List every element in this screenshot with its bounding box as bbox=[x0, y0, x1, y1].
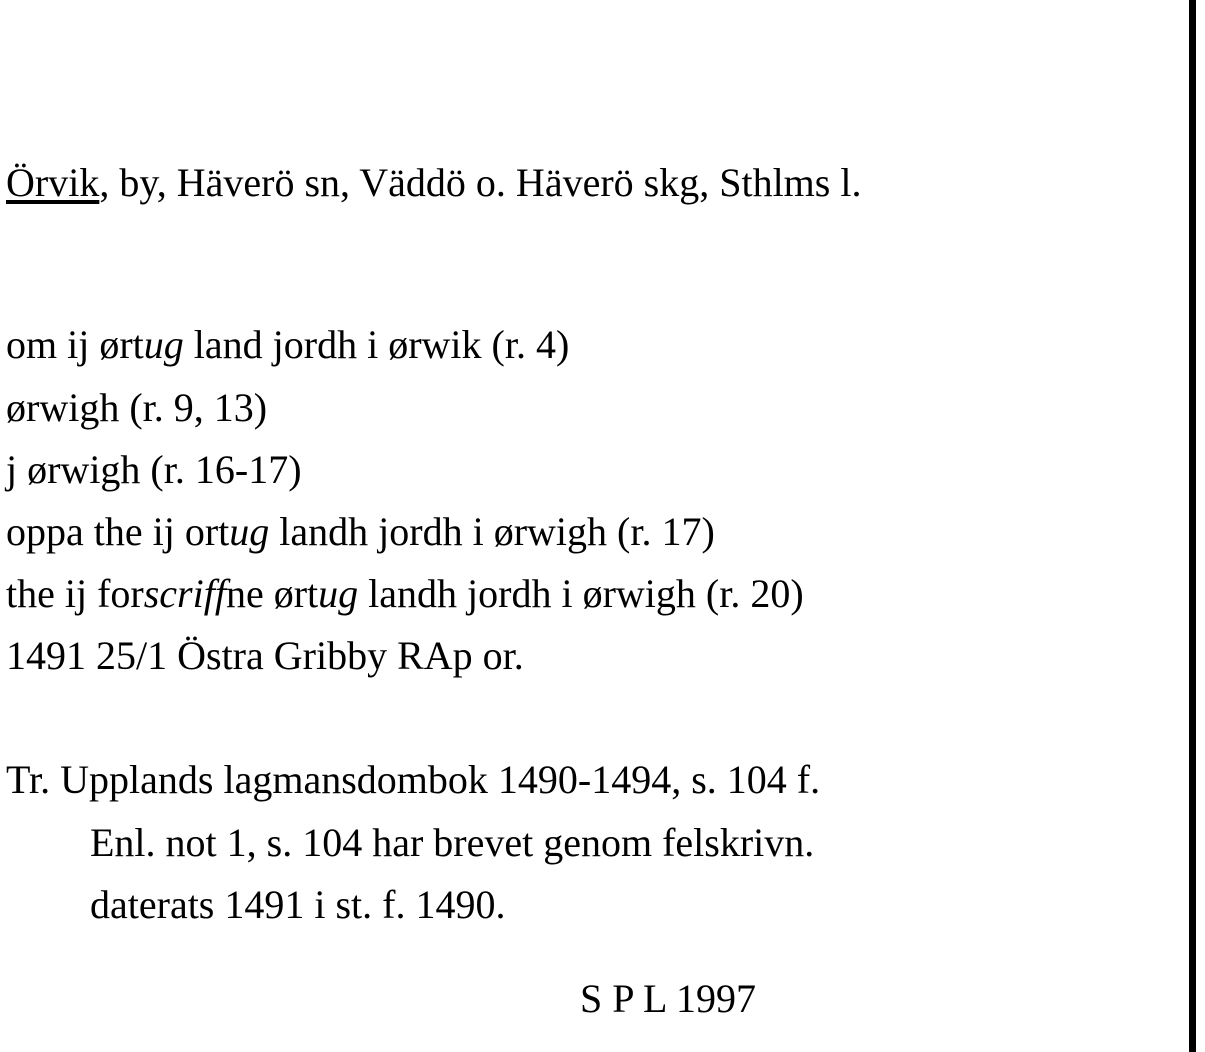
source-note-line: Enl. not 1, s. 104 har brevet genom felskrivn. bbox=[90, 820, 815, 865]
quote-segment-italic: ug bbox=[318, 571, 359, 616]
source-note-line: daterats 1491 i st. f. 1490. bbox=[90, 882, 506, 927]
quote-segment-italic: ug bbox=[143, 322, 184, 367]
quote-segment: oppa the ij ort bbox=[6, 509, 230, 554]
quote-segment: j ørwigh (r. 16-17) bbox=[6, 447, 302, 492]
source-line: Tr. Upplands lagmansdombok 1490-1494, s. 104 f. bbox=[6, 757, 821, 802]
quote-segment-italic: ug bbox=[229, 509, 270, 554]
quote-segment-italic: scriff bbox=[143, 571, 226, 616]
quote-line bbox=[6, 447, 302, 493]
quote-segment: land jordh i ørwik (r. 4) bbox=[183, 322, 570, 367]
quote-line bbox=[6, 571, 804, 617]
quote-segment: 1491 25/1 Östra Gribby RAp or. bbox=[6, 633, 524, 678]
quote-line bbox=[6, 322, 569, 368]
place-description: , by, Häverö sn, Väddö o. Häverö skg, Sthlms l. bbox=[99, 160, 862, 205]
signature: S P L 1997 bbox=[580, 976, 756, 1021]
quote-segment: the ij for bbox=[6, 571, 144, 616]
entry-heading bbox=[6, 160, 861, 206]
quote-line bbox=[6, 385, 267, 431]
document-reference bbox=[6, 633, 524, 679]
quote-line bbox=[6, 509, 715, 555]
page-edge-border bbox=[1189, 0, 1196, 1052]
place-name: Örvik bbox=[6, 160, 100, 205]
quote-segment: ne ørt bbox=[225, 571, 319, 616]
quote-segment: landh jordh i ørwigh (r. 20) bbox=[358, 571, 804, 616]
quote-segment: landh jordh i ørwigh (r. 17) bbox=[269, 509, 715, 554]
quote-segment: ørwigh (r. 9, 13) bbox=[6, 385, 268, 430]
quote-segment: om ij ørt bbox=[6, 322, 144, 367]
